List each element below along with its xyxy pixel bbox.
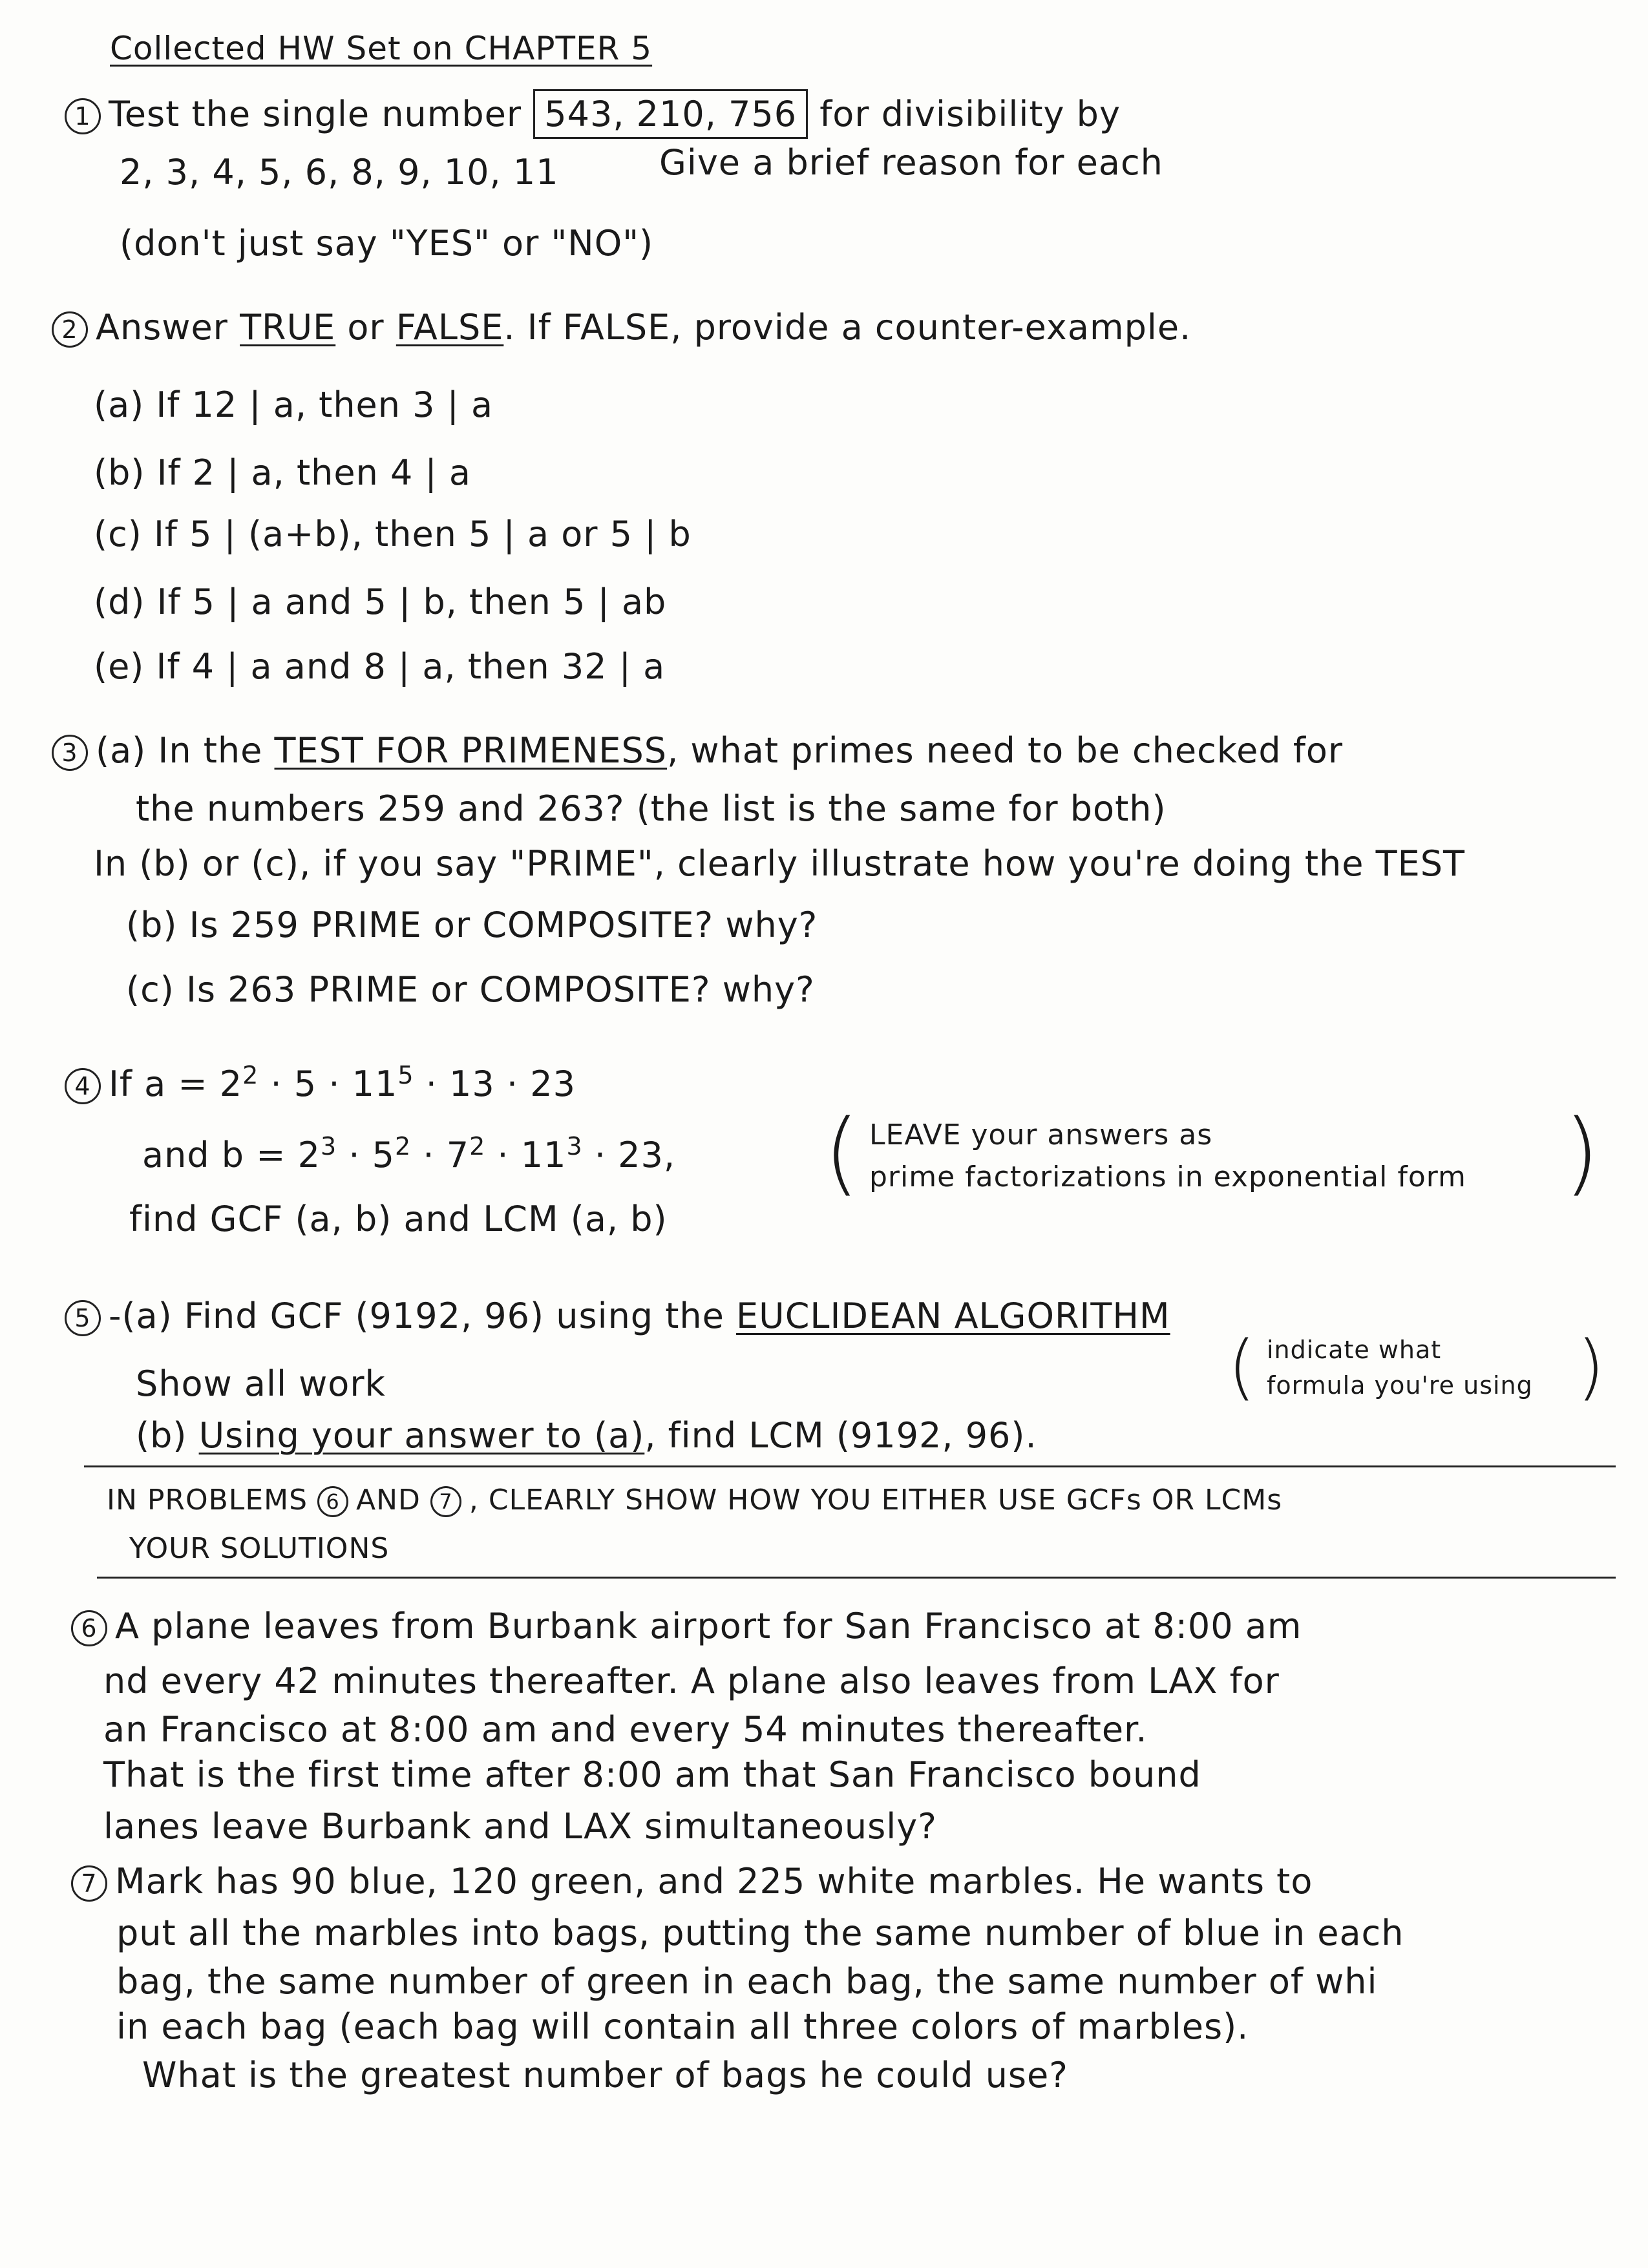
note-bracket-left: ( [824, 1100, 860, 1206]
formula-bracket-left: ( [1228, 1325, 1256, 1408]
problem-5-note-2: formula you're using [1267, 1371, 1533, 1400]
problem-4-b: and $b = 2^3 \cdot 5^2 \cdot 7^2 \cdot 11^3 \cdot 23$, [142, 1132, 676, 1175]
problem-number-7: 7 [71, 1865, 107, 1902]
problem-2-item-d: (d) If 5 | a and 5 | b, then 5 | ab [94, 582, 667, 622]
instruction-number-6: 6 [317, 1486, 348, 1517]
problem-7-line-4: in each bag (each bag will contain all three colors of marbles). [116, 2006, 1249, 2047]
divider-top [84, 1465, 1616, 1467]
problem-7-line-1: 7 Mark has 90 blue, 120 green, and 225 white marbles. He wants to [71, 1864, 1313, 1902]
problem-1-line-3: (don't just say "YES" or "NO") [120, 223, 654, 264]
problem-1-line-1: 1 Test the single number 543, 210, 756 for divisibility by [65, 97, 1121, 134]
problem-7-line-3: bag, the same number of green in each bag, the same number of whi [116, 1961, 1378, 2002]
problem-4-a: 4 If $a = 2^2 \cdot 5 \cdot 11^5 \cdot 13 \cdot 23$ [65, 1063, 576, 1104]
formula-bracket-right: ) [1577, 1325, 1605, 1408]
problem-5-a: 5 -(a) Find GCF (9192, 96) using the EUCLIDEAN ALGORITHM [65, 1299, 1170, 1336]
problem-3-header: 3 (a) In the TEST FOR PRIMENESS, what primes need to be checked for [52, 733, 1343, 771]
note-bracket-right: ) [1564, 1100, 1600, 1206]
problem-3-item-c: (c) Is 263 PRIME or COMPOSITE? why? [126, 969, 815, 1010]
page-title: Collected HW Set on CHAPTER 5 [110, 30, 653, 67]
problem-number-1: 1 [65, 98, 101, 134]
problem-2-item-a: (a) If 12 | a, then 3 | a [94, 384, 494, 425]
problem-3-line-2: the numbers 259 and 263? (the list is the same for both) [136, 788, 1167, 829]
problem-number-2: 2 [52, 311, 88, 348]
instructions-line-1: IN PROBLEMS 6 AND 7 , CLEARLY SHOW HOW YOU EITHER USE GCFs OR LCMs [107, 1484, 1283, 1517]
problem-number-6: 6 [71, 1610, 107, 1646]
problem-1-reason: Give a brief reason for each [659, 142, 1163, 183]
problem-7-line-5: What is the greatest number of bags he could use? [142, 2055, 1068, 2095]
problem-3-item-b: (b) Is 259 PRIME or COMPOSITE? why? [126, 905, 818, 945]
problem-2-item-b: (b) If 2 | a, then 4 | a [94, 452, 471, 493]
problem-5-b: (b) Using your answer to (a), find LCM (9192, 96). [136, 1415, 1037, 1456]
problem-2-item-e: (e) If 4 | a and 8 | a, then 32 | a [94, 646, 666, 687]
instructions-line-2: YOUR SOLUTIONS [129, 1532, 390, 1565]
problem-4-find: find GCF (a, b) and LCM (a, b) [129, 1199, 668, 1239]
problem-2-item-c: (c) If 5 | (a+b), then 5 | a or 5 | b [94, 514, 692, 554]
problem-1-line-2: 2, 3, 4, 5, 6, 8, 9, 10, 11 [120, 152, 559, 193]
divider-bottom [97, 1577, 1616, 1579]
instruction-number-7: 7 [430, 1486, 461, 1517]
problem-4-note-2: prime factorizations in exponential form [869, 1160, 1466, 1193]
problem-number-5: 5 [65, 1300, 101, 1336]
problem-3-line-3: In (b) or (c), if you say "PRIME", clearly illustrate how you're doing the TEST [94, 843, 1466, 884]
problem-6-line-1: 6 A plane leaves from Burbank airport for San Francisco at 8:00 am [71, 1609, 1302, 1646]
problem-number-4: 4 [65, 1068, 101, 1104]
problem-4-note-1: LEAVE your answers as [869, 1118, 1213, 1151]
problem-5-show-work: Show all work [136, 1363, 386, 1404]
problem-2-header: 2 Answer TRUE or FALSE. If FALSE, provide a counter-example. [52, 310, 1191, 348]
boxed-number: 543, 210, 756 [533, 89, 808, 139]
problem-7-line-2: put all the marbles into bags, putting the same number of blue in each [116, 1913, 1404, 1953]
problem-number-3: 3 [52, 735, 88, 771]
problem-6-line-3: an Francisco at 8:00 am and every 54 minutes thereafter. [103, 1709, 1148, 1750]
problem-6-line-2: nd every 42 minutes thereafter. A plane also leaves from LAX for [103, 1661, 1280, 1701]
problem-5-note-1: indicate what [1267, 1336, 1442, 1364]
problem-6-line-5: lanes leave Burbank and LAX simultaneously? [103, 1806, 937, 1847]
problem-6-line-4: That is the first time after 8:00 am that San Francisco bound [103, 1754, 1201, 1795]
